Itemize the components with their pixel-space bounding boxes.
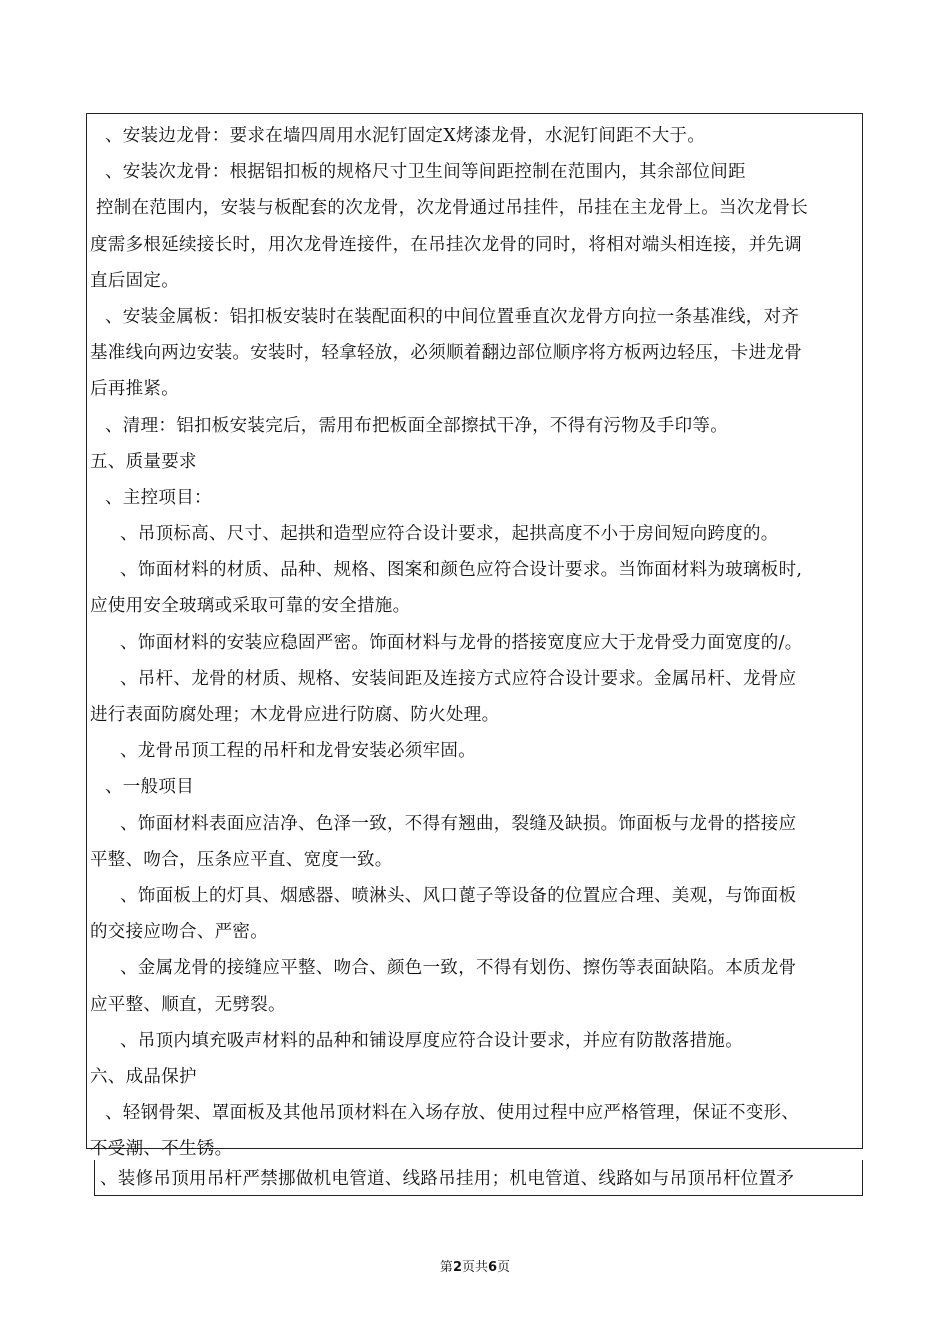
paragraph-line: 、吊顶内填充吸声材料的品种和铺设厚度应符合设计要求，并应有防散落措施。 <box>120 1030 743 1051</box>
paragraph-line: 进行表面防腐处理；木龙骨应进行防腐、防火处理。 <box>90 705 500 725</box>
footer-suffix: 页 <box>497 1260 511 1275</box>
subsection-heading: 、主控项目： <box>105 487 212 508</box>
current-page-number: 2 <box>452 1260 462 1275</box>
paragraph-line: 、饰面材料的安装应稳固严密。饰面材料与龙骨的搭接宽度应大于龙骨受力面宽度的/。 <box>120 632 803 653</box>
subsection-heading: 、一般项目 <box>105 777 194 798</box>
paragraph-line: 基准线向两边安装。安装时，轻拿轻放，必须顺着翻边部位顺序将方板两边轻压，卡进龙骨 <box>90 343 802 364</box>
section-heading: 五、质量要求 <box>90 451 197 472</box>
paragraph-line: 控制在范围内，安装与板配套的次龙骨，次龙骨通过吊挂件，吊挂在主龙骨上。当次龙骨长 <box>96 198 808 219</box>
paragraph-line: 、饰面板上的灯具、烟感器、喷淋头、风口蓖子等设备的位置应合理、美观，与饰面板 <box>120 885 797 906</box>
paragraph-line: 、轻钢骨架、罩面板及其他吊顶材料在入场存放、使用过程中应严格管理，保证不变形、 <box>105 1103 800 1124</box>
paragraph-line: 平整、吻合，压条应平直、宽度一致。 <box>90 849 393 870</box>
paragraph-line-last: 、装修吊顶用吊杆严禁挪做机电管道、线路吊挂用；机电管道、线路如与吊顶吊杆位置矛 <box>100 1169 795 1189</box>
paragraph-line: 、饰面材料表面应洁净、色泽一致，不得有翘曲，裂缝及缺损。饰面板与龙骨的搭接应 <box>120 813 797 834</box>
page-footer <box>0 1256 950 1275</box>
paragraph-line: 、安装边龙骨：要求在墙四周用水泥钉固定X烤漆龙骨，水泥钉间距不大于。 <box>105 126 706 146</box>
document-body <box>90 118 860 1167</box>
section-heading: 六、成品保护 <box>90 1066 197 1087</box>
paragraph-line: 、饰面材料的材质、品种、规格、图案和颜色应符合设计要求。当饰面材料为玻璃板时, <box>120 560 803 581</box>
paragraph-line: 、吊顶标高、尺寸、起拱和造型应符合设计要求，起拱高度不小于房间短向跨度的。 <box>120 524 779 545</box>
paragraph-line: 不受潮、不生锈。 <box>90 1139 233 1160</box>
paragraph-line: 、龙骨吊顶工程的吊杆和龙骨安装必须牢固。 <box>120 741 476 762</box>
paragraph-line: 、金属龙骨的接缝应平整、吻合、颜色一致，不得有划伤、擦伤等表面缺陷。本质龙骨 <box>120 958 797 979</box>
paragraph-line: 直后固定。 <box>90 270 179 291</box>
paragraph-line: 度需多根延续接长时，用次龙骨连接件，在吊挂次龙骨的同时，将相对端头相连接，并先调 <box>90 234 802 255</box>
paragraph-line: 、吊杆、龙骨的材质、规格、安装间距及连接方式应符合设计要求。金属吊杆、龙骨应 <box>120 668 797 689</box>
paragraph-line: 、安装金属板：铝扣板安装时在装配面积的中间位置垂直次龙骨方向拉一条基准线，对齐 <box>105 306 800 327</box>
paragraph-line: 应平整、顺直，无劈裂。 <box>90 994 286 1015</box>
paragraph-line: 、安装次龙骨：根据铝扣板的规格尺寸卫生间等间距控制在范围内，其余部位间距 <box>105 162 746 183</box>
paragraph-line: 的交接应吻合、严密。 <box>90 922 268 943</box>
paragraph-line: 应使用安全玻璃或采取可靠的安全措施。 <box>90 596 411 617</box>
paragraph-line: 后再推紧。 <box>90 379 179 400</box>
paragraph-line: 、清理：铝扣板安装完后，需用布把板面全部擦拭干净，不得有污物及手印等。 <box>105 415 728 436</box>
total-page-number: 6 <box>488 1260 498 1275</box>
footer-prefix: 第 <box>439 1260 453 1275</box>
footer-middle: 页共 <box>461 1260 488 1275</box>
